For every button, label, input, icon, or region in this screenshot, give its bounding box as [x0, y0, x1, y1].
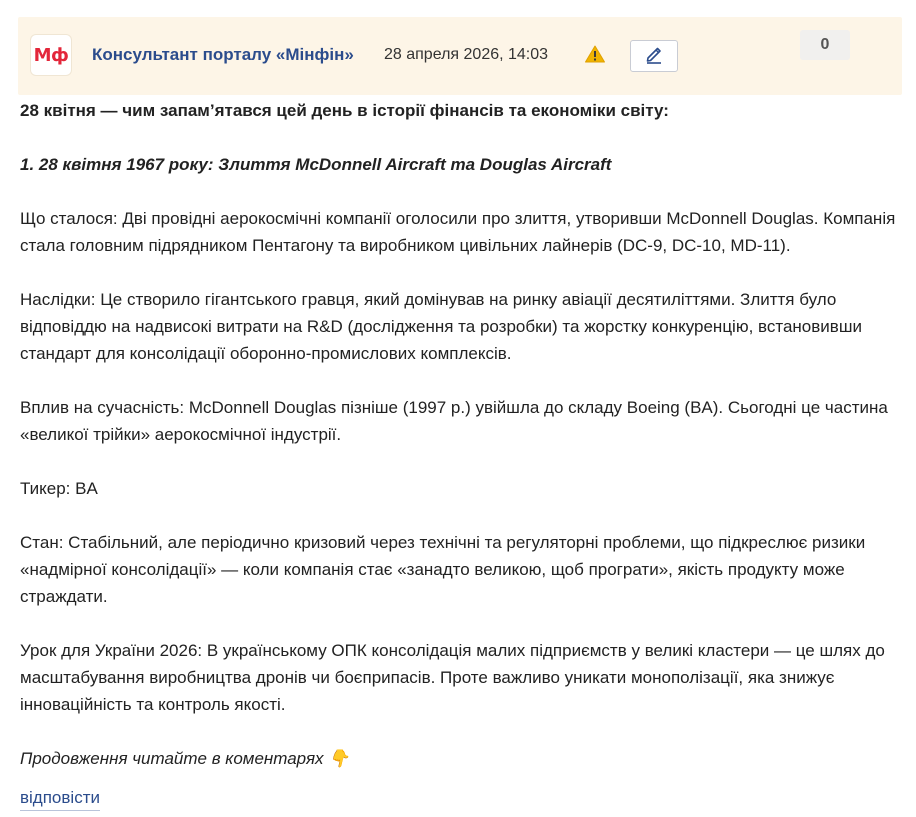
edit-button[interactable] [630, 40, 678, 72]
paragraph-ticker: Тикер: BA [20, 479, 98, 498]
reply-link[interactable]: відповісти [20, 786, 100, 811]
post-title: 28 квітня — чим запам’ятався цей день в історії фінансів та економіки світу: [20, 101, 669, 120]
vote-count[interactable]: 0 [800, 30, 850, 60]
pencil-icon [643, 43, 665, 70]
post-body [20, 97, 906, 772]
paragraph-consequences: Наслідки: Це створило гігантського гравця, який домінував на ринку авіації десятиліттями. Злиття було відповіддю на надвисокі витрати на R&D (дослідження та розробки) та жорстку конкуренцію, встановивши стандарт для консолідації оборонно-промислових комплексів. [20, 290, 862, 363]
author-link[interactable]: Консультант порталу «Мінфін» [92, 45, 354, 64]
paragraph-modern-impact: Вплив на сучасність: McDonnell Douglas пізніше (1997 р.) увійшла до складу Boeing (BA). Сьогодні це частина «великої трійки» аерокосмічної індустрії. [20, 398, 888, 444]
avatar[interactable]: Мф [31, 35, 71, 75]
post-header [18, 17, 902, 95]
post-date: 28 апреля 2026, 14:03 [384, 46, 549, 63]
paragraph-ukraine-lesson: Урок для України 2026: В українському ОПК консолідація малих підприємств у великі кластери — це шлях до масштабування виробництва дронів чи боєприпасів. Проте важливо уникати монополізації, яка знижує інноваційність та контроль якості. [20, 641, 885, 714]
paragraph-what-happened: Що сталося: Дві провідні аерокосмічні компанії оголосили про злиття, утворивши McDonnell Douglas. Компанія стала головним підрядником Пентагону та виробником цивільних лайнерів (DC-9, DC-10, MD-11). [20, 209, 896, 255]
continuation-note: Продовження читайте в коментарях 👇 [20, 749, 350, 768]
post-subtitle: 1. 28 квітня 1967 року: Злиття McDonnell Aircraft та Douglas Aircraft [20, 155, 612, 174]
paragraph-status: Стан: Стабільний, але періодично кризовий через технічні та регуляторні проблеми, що підкреслює ризики «надмірної консолідації» — коли компанія стає «занадто великою, щоб програти», якість продукту може страждати. [20, 533, 866, 606]
warning-triangle-icon[interactable] [584, 44, 606, 64]
